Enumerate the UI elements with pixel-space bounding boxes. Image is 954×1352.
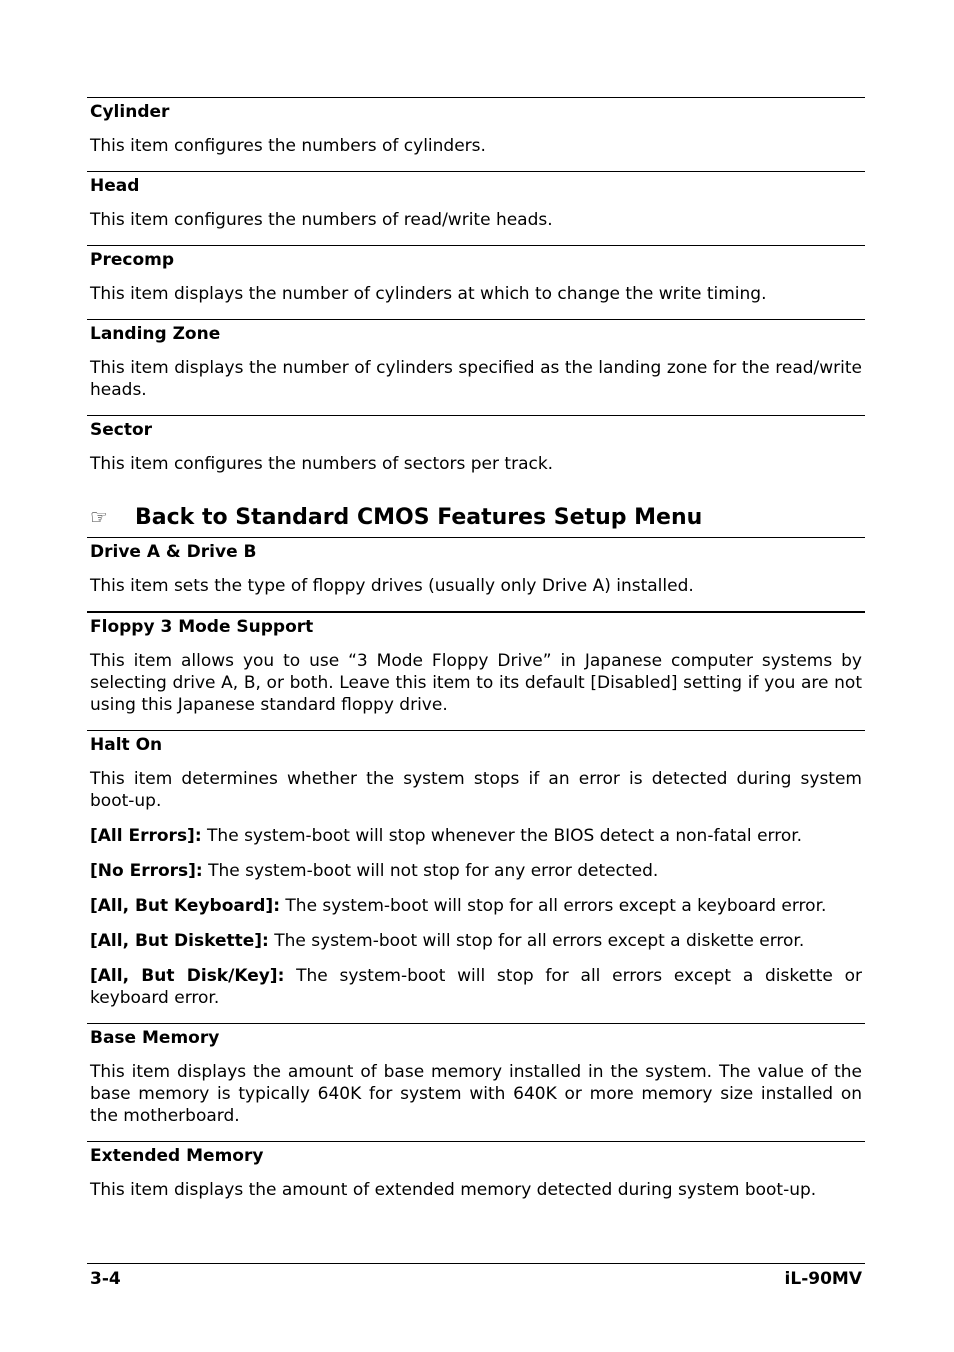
item-heading-floppy3: Floppy 3 Mode Support <box>90 617 314 637</box>
item-heading-drive-ab: Drive A & Drive B <box>90 542 257 562</box>
halt-option-all-errors: [All Errors]: The system-boot will stop whenever the BIOS detect a non-fatal error. <box>90 826 803 846</box>
back-link-label: Back to Standard CMOS Features Setup Menu <box>135 504 703 530</box>
halt-option-all-but-disk-key: [All, But Disk/Key]: The system-boot will stop for all errors except a diskette or keyboard error. <box>90 966 862 1008</box>
item-text-halt-on: This item determines whether the system stops if an error is detected during system boot-up. <box>90 769 862 811</box>
item-heading-base-memory: Base Memory <box>90 1028 220 1048</box>
item-text-head: This item configures the numbers of read/write heads. <box>90 210 553 230</box>
item-heading-cylinder: Cylinder <box>90 102 170 122</box>
item-heading-sector: Sector <box>90 420 153 440</box>
item-text-cylinder: This item configures the numbers of cylinders. <box>90 136 486 156</box>
item-text-precomp: This item displays the number of cylinders at which to change the write timing. <box>90 284 767 304</box>
item-text-sector: This item configures the numbers of sectors per track. <box>90 454 554 474</box>
item-heading-halt-on: Halt On <box>90 735 163 755</box>
item-heading-landing-zone: Landing Zone <box>90 324 221 344</box>
item-heading-extended-memory: Extended Memory <box>90 1146 264 1166</box>
item-text-floppy3: This item allows you to use “3 Mode Floppy Drive” in Japanese computer systems by selecting drive A, B, or both. Leave this item to its default [Disabled] setting if you are not using this Japanese standard floppy drive. <box>90 651 862 715</box>
halt-option-all-but-diskette: [All, But Diskette]: The system-boot will stop for all errors except a diskette error. <box>90 931 805 951</box>
item-text-drive-ab: This item sets the type of floppy drives (usually only Drive A) installed. <box>90 576 694 596</box>
back-to-menu-link[interactable] <box>87 497 865 537</box>
halt-option-all-but-keyboard: [All, But Keyboard]: The system-boot will stop for all errors except a keyboard error. <box>90 896 827 916</box>
hand-pointer-icon: ☞ <box>90 505 108 529</box>
page-footer <box>87 1263 865 1289</box>
model-name: iL-90MV <box>784 1269 862 1289</box>
item-text-base-memory: This item displays the amount of base memory installed in the system. The value of the base memory is typically 640K for system with 640K or more memory size installed on the motherboard. <box>90 1062 862 1126</box>
item-heading-head: Head <box>90 176 140 196</box>
page-number: 3-4 <box>90 1269 121 1289</box>
item-heading-precomp: Precomp <box>90 250 175 270</box>
item-text-landing-zone: This item displays the number of cylinders specified as the landing zone for the read/write heads. <box>90 358 862 400</box>
manual-page <box>87 97 865 1201</box>
item-text-extended-memory: This item displays the amount of extended memory detected during system boot-up. <box>90 1180 817 1200</box>
halt-option-no-errors: [No Errors]: The system-boot will not stop for any error detected. <box>90 861 659 881</box>
